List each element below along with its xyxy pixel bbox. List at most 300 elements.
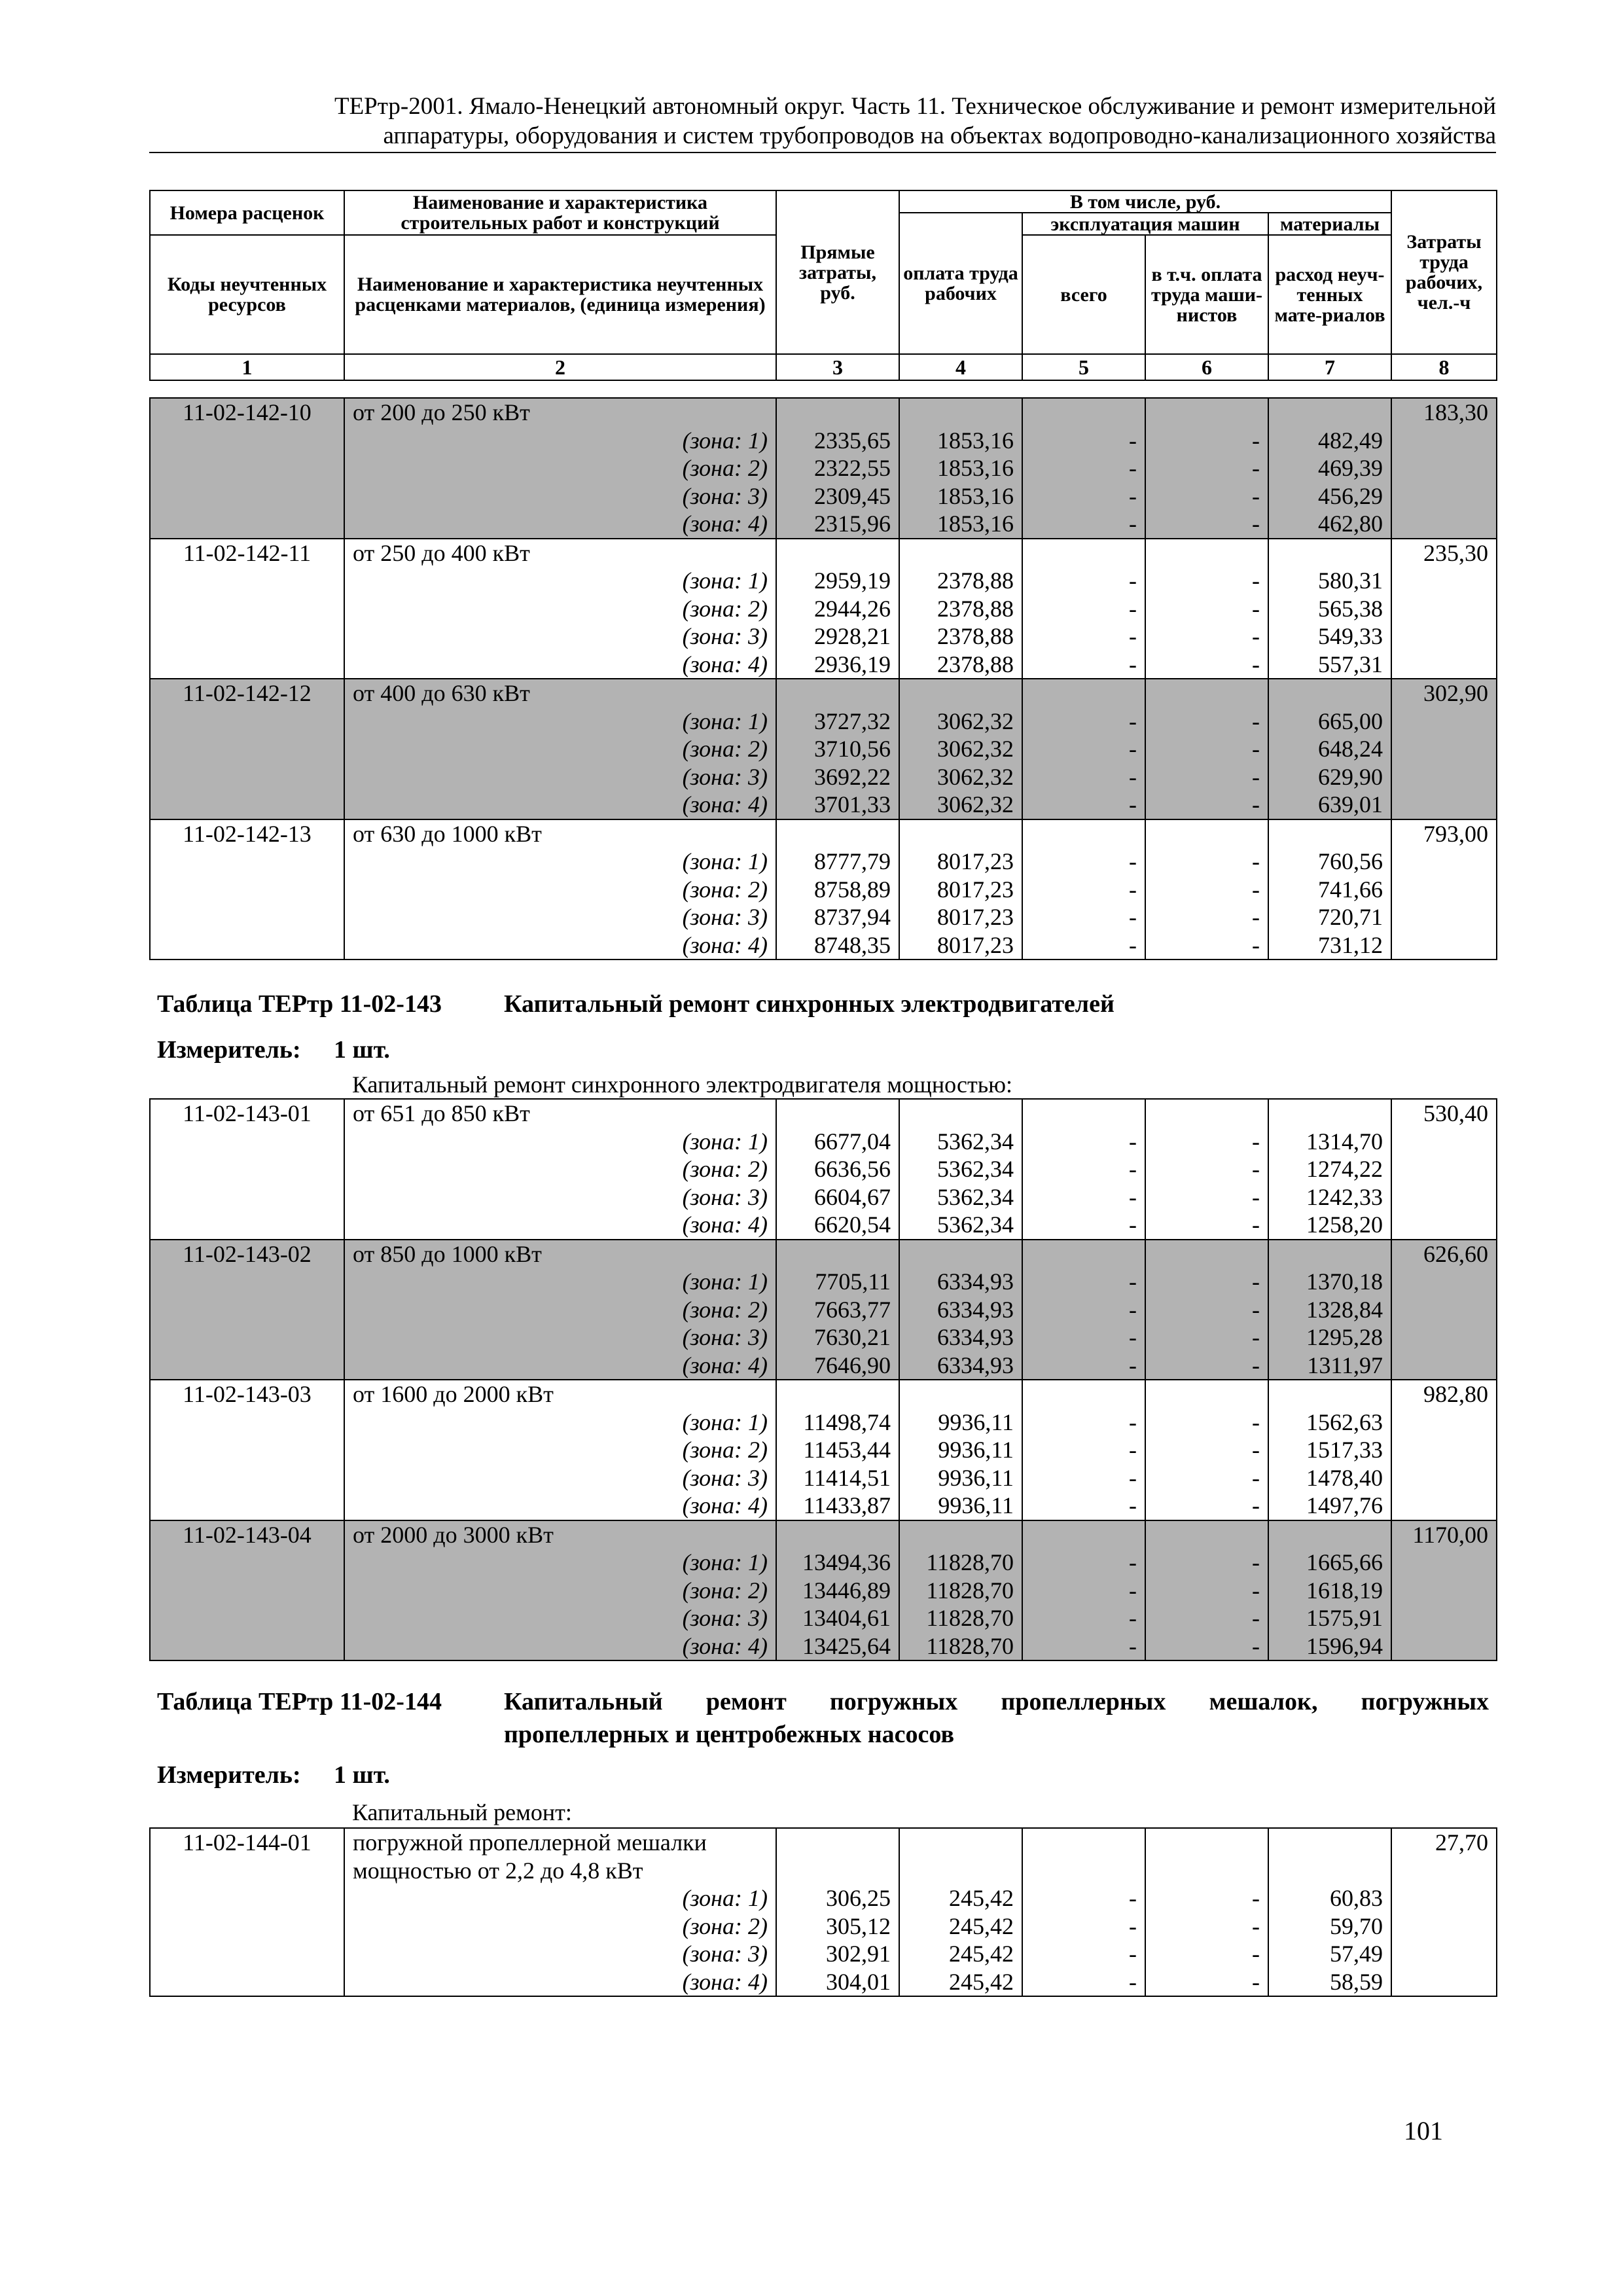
labor-hours: 183,30 (1391, 398, 1497, 427)
labor-hours: 27,70 (1391, 1828, 1497, 1857)
cell (150, 1857, 344, 1885)
rate-code: 11-02-143-02 (150, 1240, 344, 1268)
cell (150, 876, 344, 904)
rate-code: 11-02-143-04 (150, 1520, 344, 1549)
worker-pay: 9936,11 (899, 1464, 1022, 1492)
worker-pay: 2378,88 (899, 622, 1022, 651)
cell (1391, 735, 1497, 763)
table-row (150, 1211, 1497, 1240)
cell (150, 1604, 344, 1632)
material-cost: 456,29 (1268, 482, 1391, 511)
machinist-pay: - (1145, 1352, 1268, 1380)
direct-cost: 2322,55 (776, 454, 899, 482)
material-cost: 731,12 (1268, 931, 1391, 960)
table-row (150, 1492, 1497, 1520)
machinist-pay: - (1145, 1183, 1268, 1211)
machinist-pay: - (1145, 1268, 1268, 1296)
machinist-pay: - (1145, 1408, 1268, 1437)
zone-label: (зона: 1) (344, 427, 776, 455)
worker-pay: 11828,70 (899, 1549, 1022, 1577)
machine-total: - (1022, 1323, 1145, 1352)
table-row (150, 1912, 1497, 1941)
col-num-4: 4 (899, 354, 1022, 380)
material-cost: 565,38 (1268, 595, 1391, 623)
cell (1391, 1912, 1497, 1941)
header-resource-codes: Коды неучтенных ресурсов (150, 235, 344, 354)
cell (150, 1968, 344, 1997)
cell (150, 622, 344, 651)
material-cost: 469,39 (1268, 454, 1391, 482)
cell (1391, 595, 1497, 623)
cell (150, 708, 344, 736)
direct-cost: 2315,96 (776, 510, 899, 539)
worker-pay: 1853,16 (899, 510, 1022, 539)
worker-pay: 11828,70 (899, 1632, 1022, 1661)
cell (1022, 539, 1145, 567)
machine-total: - (1022, 595, 1145, 623)
cell (150, 1464, 344, 1492)
machinist-pay: - (1145, 1940, 1268, 1968)
machine-total: - (1022, 903, 1145, 931)
zone-label: (зона: 2) (344, 1296, 776, 1324)
machine-total: - (1022, 735, 1145, 763)
table-row (150, 1268, 1497, 1296)
cell (899, 1857, 1022, 1885)
zone-label: (зона: 2) (344, 1912, 776, 1941)
table-row (150, 1183, 1497, 1211)
labor-hours: 626,60 (1391, 1240, 1497, 1268)
cell (1145, 679, 1268, 708)
zone-label: (зона: 1) (344, 848, 776, 876)
zone-label: (зона: 4) (344, 1968, 776, 1997)
cell (776, 1520, 899, 1549)
cell (150, 1940, 344, 1968)
machine-total: - (1022, 1436, 1145, 1464)
machinist-pay: - (1145, 903, 1268, 931)
direct-cost: 11433,87 (776, 1492, 899, 1520)
labor-hours: 302,90 (1391, 679, 1497, 708)
cell (1022, 398, 1145, 427)
machine-total: - (1022, 931, 1145, 960)
cell (899, 1099, 1022, 1128)
table-144-title-line1: Капитальный ремонт погружных пропеллерных мешалок, погружных (504, 1688, 1489, 1715)
worker-pay: 6334,93 (899, 1296, 1022, 1324)
machinist-pay: - (1145, 763, 1268, 791)
zone-label: (зона: 1) (344, 1408, 776, 1437)
zone-label: (зона: 4) (344, 510, 776, 539)
machine-total: - (1022, 876, 1145, 904)
cell (1145, 398, 1268, 427)
labor-hours: 530,40 (1391, 1099, 1497, 1128)
header-including: В том числе, руб. (899, 190, 1391, 213)
machine-total: - (1022, 1183, 1145, 1211)
machine-total: - (1022, 1128, 1145, 1156)
col-num-7: 7 (1268, 354, 1391, 380)
cell (1145, 1857, 1268, 1885)
rate-name: от 651 до 850 кВт (344, 1099, 776, 1128)
machine-total: - (1022, 1268, 1145, 1296)
zone-label: (зона: 3) (344, 1323, 776, 1352)
col-num-2: 2 (344, 354, 776, 380)
material-cost: 549,33 (1268, 622, 1391, 651)
machine-total: - (1022, 848, 1145, 876)
machinist-pay: - (1145, 454, 1268, 482)
machine-total: - (1022, 1408, 1145, 1437)
zone-label: (зона: 1) (344, 1549, 776, 1577)
cell (1145, 1520, 1268, 1549)
cell (1268, 1240, 1391, 1268)
machine-total: - (1022, 1549, 1145, 1577)
direct-cost: 3701,33 (776, 791, 899, 819)
table-row (150, 876, 1497, 904)
machinist-pay: - (1145, 1884, 1268, 1912)
material-cost: 58,59 (1268, 1968, 1391, 1997)
cell (1391, 708, 1497, 736)
cell (150, 1352, 344, 1380)
cell (150, 735, 344, 763)
cell (776, 819, 899, 848)
machinist-pay: - (1145, 1604, 1268, 1632)
zone-label: (зона: 2) (344, 1577, 776, 1605)
table-row (150, 427, 1497, 455)
direct-cost: 302,91 (776, 1940, 899, 1968)
cell (1391, 454, 1497, 482)
material-cost: 1517,33 (1268, 1436, 1391, 1464)
material-cost: 1328,84 (1268, 1296, 1391, 1324)
material-cost: 1596,94 (1268, 1632, 1391, 1661)
machinist-pay: - (1145, 1323, 1268, 1352)
cell (150, 1632, 344, 1661)
table-row (150, 1968, 1497, 1997)
worker-pay: 6334,93 (899, 1352, 1022, 1380)
direct-cost: 7663,77 (776, 1296, 899, 1324)
machinist-pay: - (1145, 1632, 1268, 1661)
machinist-pay: - (1145, 1549, 1268, 1577)
machinist-pay: - (1145, 1912, 1268, 1941)
cell (150, 1211, 344, 1240)
rate-name: от 250 до 400 кВт (344, 539, 776, 567)
material-cost: 665,00 (1268, 708, 1391, 736)
direct-cost: 6636,56 (776, 1155, 899, 1183)
cell (150, 848, 344, 876)
rate-name: от 400 до 630 кВт (344, 679, 776, 708)
cell (150, 931, 344, 960)
machinist-pay: - (1145, 1436, 1268, 1464)
table-row (150, 763, 1497, 791)
material-cost: 639,01 (1268, 791, 1391, 819)
cell (1268, 1857, 1391, 1885)
direct-cost: 304,01 (776, 1968, 899, 1997)
machine-total: - (1022, 1940, 1145, 1968)
cell (1391, 622, 1497, 651)
table-row (150, 1296, 1497, 1324)
zone-label: (зона: 3) (344, 622, 776, 651)
zone-label: (зона: 1) (344, 567, 776, 595)
machine-total: - (1022, 1912, 1145, 1941)
column-header-table (149, 190, 1497, 381)
worker-pay: 3062,32 (899, 763, 1022, 791)
zone-label: (зона: 2) (344, 876, 776, 904)
cell (150, 1577, 344, 1605)
cell (1268, 1380, 1391, 1408)
direct-cost: 8748,35 (776, 931, 899, 960)
header-unaccounted-materials: расход неуч-тенных мате-риалов (1268, 235, 1391, 354)
material-cost: 1274,22 (1268, 1155, 1391, 1183)
machine-total: - (1022, 1884, 1145, 1912)
cell (150, 1183, 344, 1211)
direct-cost: 2309,45 (776, 482, 899, 511)
material-cost: 1618,19 (1268, 1577, 1391, 1605)
cell (1022, 1099, 1145, 1128)
machinist-pay: - (1145, 1577, 1268, 1605)
cell (1145, 819, 1268, 848)
table-row (150, 735, 1497, 763)
cell (1268, 1828, 1391, 1857)
worker-pay: 1853,16 (899, 427, 1022, 455)
material-cost: 760,56 (1268, 848, 1391, 876)
page-number: 101 (1404, 2116, 1443, 2145)
table-row (150, 679, 1497, 708)
cell (1145, 1099, 1268, 1128)
table-row (150, 1352, 1497, 1380)
machine-total: - (1022, 567, 1145, 595)
machine-total: - (1022, 1464, 1145, 1492)
cell (776, 398, 899, 427)
material-cost: 1478,40 (1268, 1464, 1391, 1492)
rate-code: 11-02-144-01 (150, 1828, 344, 1857)
worker-pay: 6334,93 (899, 1268, 1022, 1296)
cell (899, 1828, 1022, 1857)
cell (150, 595, 344, 623)
worker-pay: 11828,70 (899, 1604, 1022, 1632)
worker-pay: 1853,16 (899, 454, 1022, 482)
cell (1391, 427, 1497, 455)
table-row (150, 1323, 1497, 1352)
cell (1391, 1128, 1497, 1156)
machine-total: - (1022, 622, 1145, 651)
cell (150, 454, 344, 482)
header-rate-numbers: Номера расценок (150, 190, 344, 235)
cell (1391, 763, 1497, 791)
cell (1391, 1884, 1497, 1912)
cell (1391, 1296, 1497, 1324)
zone-label: (зона: 4) (344, 791, 776, 819)
material-cost: 629,90 (1268, 763, 1391, 791)
cell (150, 791, 344, 819)
cell (1391, 848, 1497, 876)
direct-cost: 11453,44 (776, 1436, 899, 1464)
measurer-value-143: 1 шт. (334, 1036, 390, 1064)
worker-pay: 8017,23 (899, 931, 1022, 960)
worker-pay: 245,42 (899, 1884, 1022, 1912)
table-row (150, 1155, 1497, 1183)
header-line-1: ТЕРтр-2001. Ямало-Ненецкий автономный округ. Часть 11. Техническое обслуживание и ремонт измерительной (334, 93, 1496, 120)
direct-cost: 2928,21 (776, 622, 899, 651)
cell (1391, 1492, 1497, 1520)
worker-pay: 6334,93 (899, 1323, 1022, 1352)
worker-pay: 8017,23 (899, 876, 1022, 904)
cell (1391, 482, 1497, 511)
cell (1391, 1155, 1497, 1183)
table-row (150, 1436, 1497, 1464)
col-num-3: 3 (776, 354, 899, 380)
worker-pay: 3062,32 (899, 791, 1022, 819)
cell (1268, 1520, 1391, 1549)
zone-label: (зона: 1) (344, 1268, 776, 1296)
material-cost: 482,49 (1268, 427, 1391, 455)
machine-total: - (1022, 482, 1145, 511)
rate-name: от 2000 до 3000 кВт (344, 1520, 776, 1549)
direct-cost: 2944,26 (776, 595, 899, 623)
rates-table-142 (149, 397, 1497, 960)
cell (150, 1912, 344, 1941)
zone-label: (зона: 1) (344, 1128, 776, 1156)
machine-total: - (1022, 510, 1145, 539)
machine-total: - (1022, 1632, 1145, 1661)
cell (1391, 791, 1497, 819)
rate-group (150, 679, 1497, 819)
machine-total: - (1022, 708, 1145, 736)
machine-total: - (1022, 454, 1145, 482)
cell (1022, 1240, 1145, 1268)
cell (150, 427, 344, 455)
table-row (150, 622, 1497, 651)
worker-pay: 245,42 (899, 1940, 1022, 1968)
machinist-pay: - (1145, 595, 1268, 623)
direct-cost: 6620,54 (776, 1211, 899, 1240)
table-143-subtitle: Капитальный ремонт синхронного электродвигателя мощностью: (352, 1071, 1013, 1098)
direct-cost: 3692,22 (776, 763, 899, 791)
cell (1022, 1520, 1145, 1549)
worker-pay: 9936,11 (899, 1436, 1022, 1464)
zone-label: (зона: 4) (344, 1211, 776, 1240)
cell (899, 679, 1022, 708)
cell (1145, 1380, 1268, 1408)
direct-cost: 8777,79 (776, 848, 899, 876)
machinist-pay: - (1145, 791, 1268, 819)
rate-code: 11-02-143-03 (150, 1380, 344, 1408)
cell (1391, 1940, 1497, 1968)
zone-label: (зона: 2) (344, 1155, 776, 1183)
cell (776, 1240, 899, 1268)
material-cost: 1242,33 (1268, 1183, 1391, 1211)
material-cost: 720,71 (1268, 903, 1391, 931)
cell (1268, 539, 1391, 567)
labor-hours: 982,80 (1391, 1380, 1497, 1408)
cell (776, 1380, 899, 1408)
cell (1391, 1464, 1497, 1492)
direct-cost: 2335,65 (776, 427, 899, 455)
rate-name: погружной пропеллерной мешалки (344, 1828, 776, 1857)
worker-pay: 3062,32 (899, 735, 1022, 763)
machine-total: - (1022, 1155, 1145, 1183)
measurer-label-144: Измеритель: (157, 1761, 301, 1789)
worker-pay: 5362,34 (899, 1155, 1022, 1183)
worker-pay: 8017,23 (899, 903, 1022, 931)
machinist-pay: - (1145, 1155, 1268, 1183)
direct-cost: 6677,04 (776, 1128, 899, 1156)
direct-cost: 11414,51 (776, 1464, 899, 1492)
col-num-6: 6 (1145, 354, 1268, 380)
direct-cost: 7646,90 (776, 1352, 899, 1380)
direct-cost: 13425,64 (776, 1632, 899, 1661)
material-cost: 1311,97 (1268, 1352, 1391, 1380)
cell (150, 1128, 344, 1156)
machinist-pay: - (1145, 708, 1268, 736)
cell (1391, 1549, 1497, 1577)
table-row (150, 1940, 1497, 1968)
cell (150, 1408, 344, 1437)
worker-pay: 2378,88 (899, 651, 1022, 679)
table-row (150, 1464, 1497, 1492)
direct-cost: 3710,56 (776, 735, 899, 763)
cell (1391, 931, 1497, 960)
rate-group (150, 1828, 1497, 1996)
cell (150, 1155, 344, 1183)
rate-name-cont: мощностью от 2,2 до 4,8 кВт (344, 1857, 776, 1885)
cell (776, 1099, 899, 1128)
direct-cost: 8737,94 (776, 903, 899, 931)
machinist-pay: - (1145, 1128, 1268, 1156)
zone-label: (зона: 4) (344, 1492, 776, 1520)
table-row (150, 1577, 1497, 1605)
cell (150, 1549, 344, 1577)
cell (776, 1857, 899, 1885)
zone-label: (зона: 3) (344, 1464, 776, 1492)
machinist-pay: - (1145, 482, 1268, 511)
material-cost: 1562,63 (1268, 1408, 1391, 1437)
cell (150, 1884, 344, 1912)
table-row (150, 539, 1497, 567)
cell (899, 1380, 1022, 1408)
rates-table-144 (149, 1827, 1497, 1997)
cell (899, 1240, 1022, 1268)
machinist-pay: - (1145, 622, 1268, 651)
material-cost: 557,31 (1268, 651, 1391, 679)
rate-code: 11-02-142-11 (150, 539, 344, 567)
zone-label: (зона: 2) (344, 735, 776, 763)
material-cost: 1665,66 (1268, 1549, 1391, 1577)
table-144-subtitle: Капитальный ремонт: (352, 1799, 572, 1825)
zone-label: (зона: 3) (344, 1183, 776, 1211)
direct-cost: 7705,11 (776, 1268, 899, 1296)
rate-code: 11-02-142-10 (150, 398, 344, 427)
cell (1268, 1099, 1391, 1128)
cell (1022, 1828, 1145, 1857)
cell (776, 539, 899, 567)
material-cost: 462,80 (1268, 510, 1391, 539)
column-number-row (150, 354, 1497, 380)
cell (899, 398, 1022, 427)
direct-cost: 13404,61 (776, 1604, 899, 1632)
zone-label: (зона: 3) (344, 1604, 776, 1632)
material-cost: 60,83 (1268, 1884, 1391, 1912)
machinist-pay: - (1145, 427, 1268, 455)
machinist-pay: - (1145, 735, 1268, 763)
machinist-pay: - (1145, 1296, 1268, 1324)
cell (150, 1268, 344, 1296)
cell (899, 819, 1022, 848)
zone-label: (зона: 4) (344, 1352, 776, 1380)
direct-cost: 13494,36 (776, 1549, 899, 1577)
worker-pay: 2378,88 (899, 595, 1022, 623)
material-cost: 1314,70 (1268, 1128, 1391, 1156)
cell (1391, 1268, 1497, 1296)
zone-label: (зона: 2) (344, 595, 776, 623)
material-cost: 59,70 (1268, 1912, 1391, 1941)
rate-name: от 850 до 1000 кВт (344, 1240, 776, 1268)
worker-pay: 8017,23 (899, 848, 1022, 876)
